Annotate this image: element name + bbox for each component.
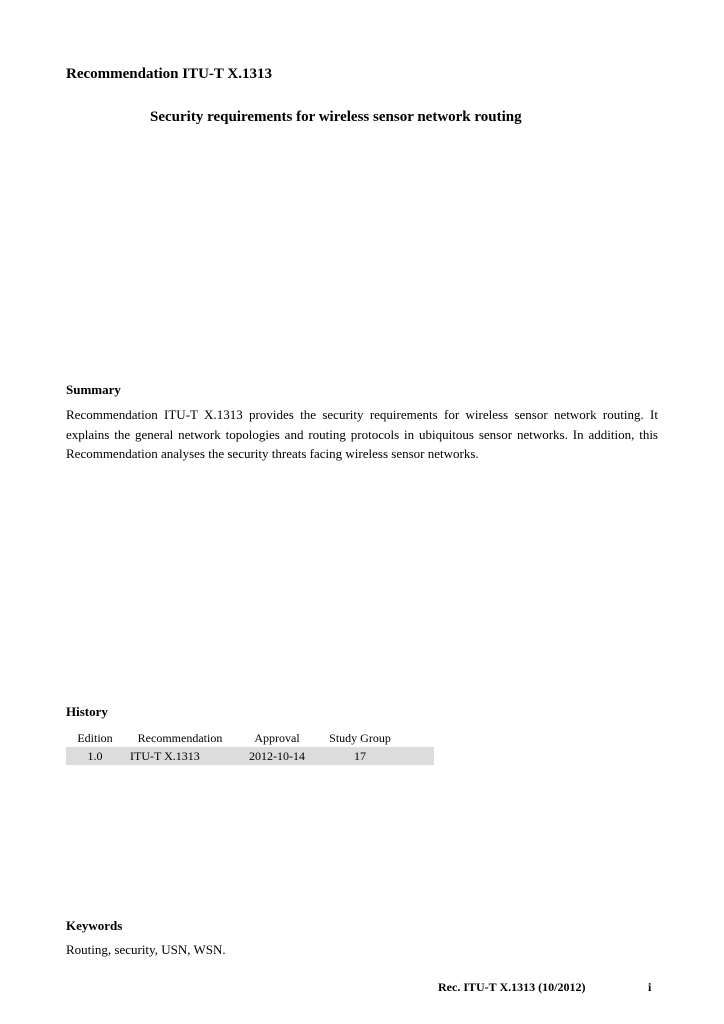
cell-approval: 2012-10-14 [249,748,305,763]
keywords-text: Routing, security, USN, WSN. [66,942,226,957]
history-header-row [66,729,434,747]
page-number: i [648,980,652,994]
recommendation-title: Recommendation ITU-T X.1313 [66,66,272,82]
cell-spacer [402,747,434,765]
table-row [66,747,434,765]
cell-edition: 1.0 [87,748,103,763]
history-table [66,729,434,765]
footer-reference: Rec. ITU-T X.1313 (10/2012) [438,980,586,994]
cell-recommendation: ITU-T X.1313 [130,748,200,763]
column-header-approval: Approval [254,730,300,745]
history-heading: History [66,704,108,719]
cell-study-group: 17 [354,748,366,763]
column-header-spacer [402,729,434,747]
column-header-edition: Edition [77,730,113,745]
document-title: Security requirements for wireless sensor network routing [150,109,522,125]
summary-text: Recommendation ITU-T X.1313 provides the security requirements for wireless sensor network routing. It explains the general network topologies and routing protocols in ubiquitous sensor networks. In addition, this Recommendation analyses the security threats facing wireless sensor networks. [66,407,658,461]
column-header-study-group: Study Group [329,730,391,745]
summary-heading: Summary [66,382,121,397]
column-header-recommendation: Recommendation [137,730,223,745]
keywords-heading: Keywords [66,918,123,933]
